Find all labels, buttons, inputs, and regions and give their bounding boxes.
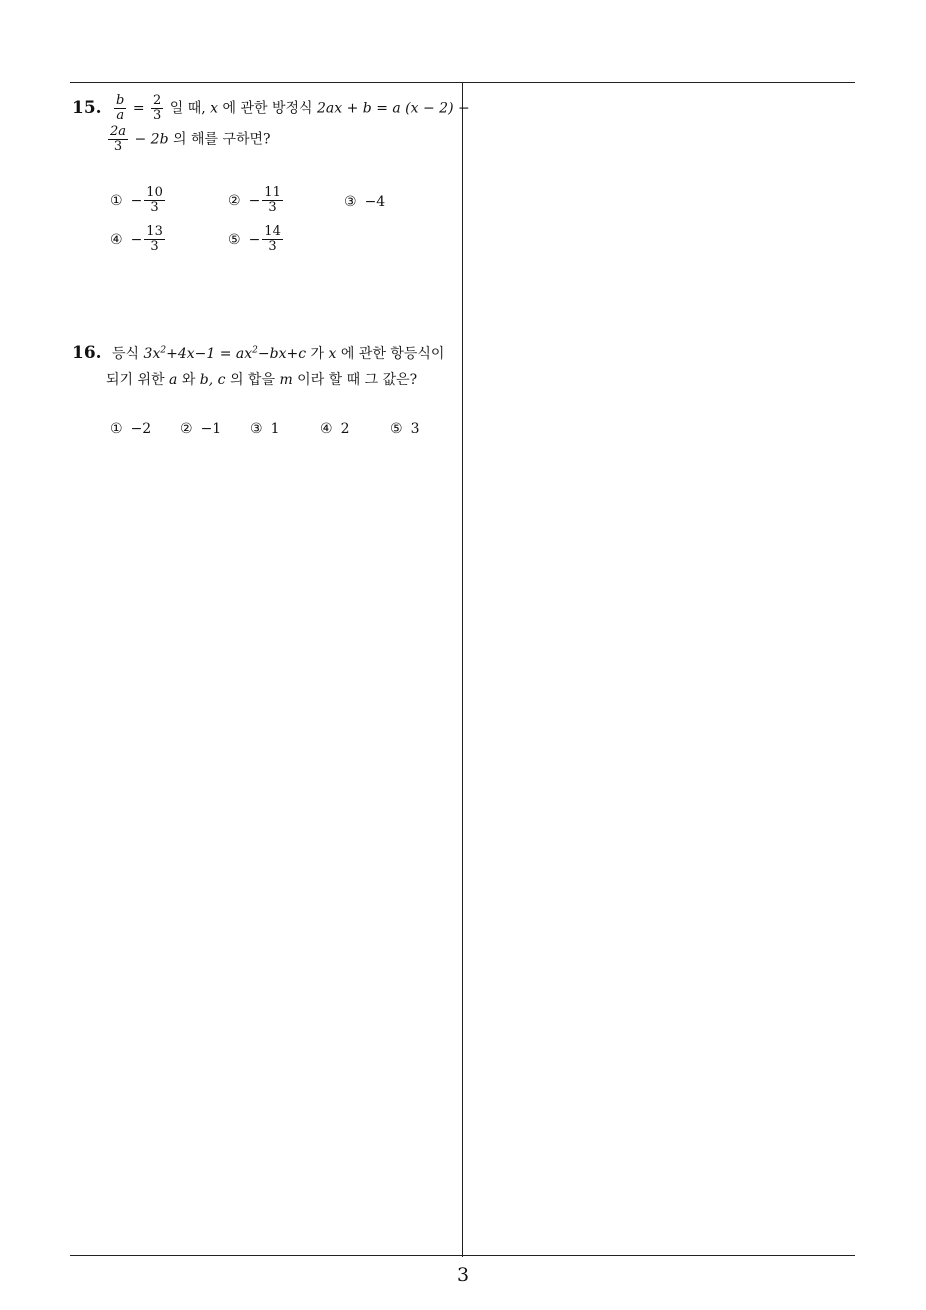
choice-1[interactable]: ① −2: [110, 421, 152, 437]
bottom-rule: [70, 1255, 855, 1256]
choice-5[interactable]: ⑤ 3: [390, 421, 420, 437]
choice-5[interactable]: ⑤ − $\frac{14}{3}$: [228, 224, 281, 254]
question-16-stem-line1: 16. 등식 $3x^2+4x-1 = ax^2-bx+c$ 가 x 에 관한 항등식이: [72, 343, 445, 363]
question-15-stem-line1: 15. $\frac{b}{a}$ = $\frac{2}{3}$ 일 때, x 에 관한 방정식 2ax + b = a (x − 2) −: [72, 93, 470, 123]
choice-3[interactable]: ③ 1: [250, 421, 280, 437]
choice-4[interactable]: ④ − $\frac{13}{3}$: [110, 224, 163, 254]
fraction-2-over-3: $\frac{2}{3}$: [153, 93, 162, 123]
choice-3[interactable]: ③ −4: [344, 194, 386, 210]
question-16: [72, 343, 457, 390]
column-divider: [462, 82, 463, 1257]
page-number: 3: [456, 1264, 470, 1286]
question-number: 16.: [72, 343, 102, 363]
question-15-stem-line2: $\frac{2a}{3}$ − 2b 의 해를 구하면?: [110, 124, 271, 154]
choice-1[interactable]: ① − $\frac{10}{3}$: [110, 185, 163, 215]
fraction-b-over-a: $\frac{b}{a}$: [116, 93, 125, 123]
question-16-stem-line2: 되기 위한 a 와 b, c 의 합을 m 이라 할 때 그 값은?: [106, 372, 418, 388]
choice-4[interactable]: ④ 2: [320, 421, 350, 437]
question-number: 15.: [72, 97, 102, 118]
fraction-2a-over-3: $\frac{2a}{3}$: [110, 124, 127, 154]
question-15: [72, 93, 470, 154]
choice-2[interactable]: ② − $\frac{11}{3}$: [228, 185, 281, 215]
choice-2[interactable]: ② −1: [180, 421, 222, 437]
